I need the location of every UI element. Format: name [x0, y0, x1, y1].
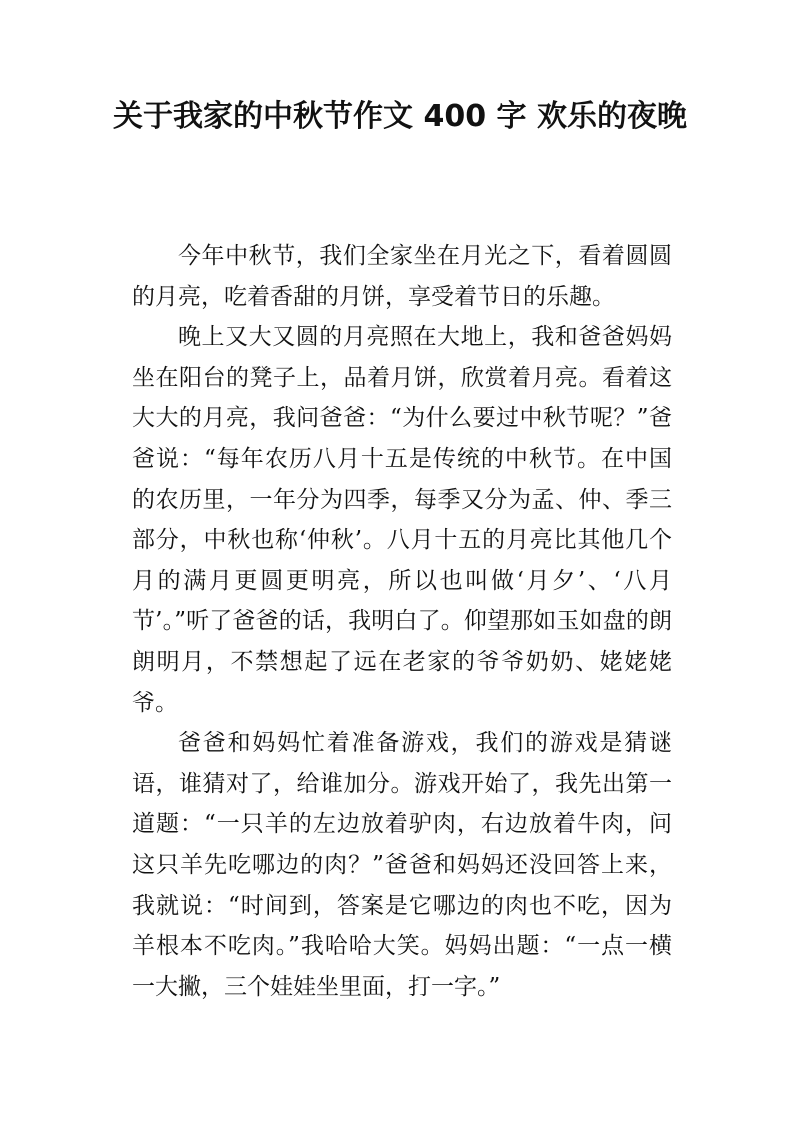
document-title: 关于我家的中秋节作文 400 字 欢乐的夜晚 [113, 99, 687, 134]
paragraph-2: 晚上又大又圆的月亮照在大地上，我和爸爸妈妈坐在阳台的凳子上，品着月饼，欣赏着月亮。看着这大大的月亮，我问爸爸：“为什么要过中秋节呢？”爸爸说：“每年农历八月十五是传统的中秋节。在中国的农历里，一年分为四季，每季又分为孟、仲、季三部分，中秋也称‘仲秋’。八月十五的月亮比其他几个月的满月更圆更明亮，所以也叫做‘月夕’、‘八月节’。”听了爸爸的话，我明白了。仰望那如玉如盘的朗朗明月，不禁想起了远在老家的爷爷奶奶、姥姥姥爷。 [132, 324, 672, 716]
paragraph-1: 今年中秋节，我们全家坐在月光之下，看着圆圆的月亮，吃着香甜的月饼，享受着节日的乐趣。 [132, 243, 672, 310]
paragraph-3: 爸爸和妈妈忙着准备游戏，我们的游戏是猜谜语，谁猜对了，给谁加分。游戏开始了，我先出第一道题：“一只羊的左边放着驴肉，右边放着牛肉，问这只羊先吃哪边的肉？”爸爸和妈妈还没回答上来，我就说：“时间到，答案是它哪边的肉也不吃，因为羊根本不吃肉。”我哈哈大笑。妈妈出题：“一点一横一大撇，三个娃娃坐里面，打一字。” [132, 730, 672, 1000]
document-body [132, 236, 672, 1007]
